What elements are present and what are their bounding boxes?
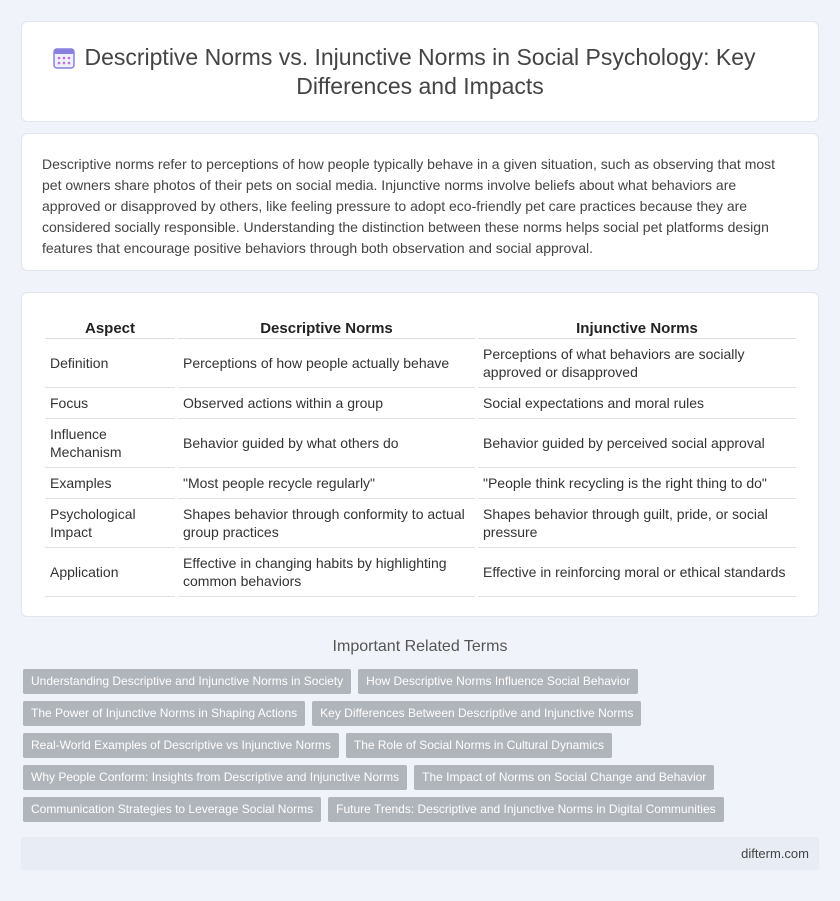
comparison-table — [42, 317, 799, 597]
intro-card — [21, 133, 819, 271]
table-row — [45, 419, 796, 468]
table-cell: Shapes behavior through guilt, pride, or social pressure — [478, 499, 796, 548]
related-term-link[interactable]: The Power of Injunctive Norms in Shaping Actions — [23, 701, 305, 726]
column-header-descriptive: Descriptive Norms — [178, 317, 475, 339]
footer-site-link[interactable]: difterm.com — [741, 846, 809, 861]
table-cell: Definition — [45, 339, 175, 388]
column-header-aspect: Aspect — [45, 317, 175, 339]
related-term-link[interactable]: Communication Strategies to Leverage Social Norms — [23, 797, 321, 822]
related-terms-list — [23, 669, 813, 829]
related-term-link[interactable]: The Impact of Norms on Social Change and Behavior — [414, 765, 714, 790]
table-row — [45, 339, 796, 388]
table-cell: Perceptions of how people actually behave — [178, 339, 475, 388]
related-term-link[interactable]: Future Trends: Descriptive and Injunctive Norms in Digital Communities — [328, 797, 723, 822]
related-term-link[interactable]: Key Differences Between Descriptive and Injunctive Norms — [312, 701, 641, 726]
table-cell: Application — [45, 548, 175, 597]
related-term-link[interactable]: The Role of Social Norms in Cultural Dynamics — [346, 733, 612, 758]
table-cell: Social expectations and moral rules — [478, 388, 796, 419]
table-cell: Behavior guided by perceived social approval — [478, 419, 796, 468]
table-cell: Perceptions of what behaviors are socially approved or disapproved — [478, 339, 796, 388]
table-row — [45, 388, 796, 419]
related-term-link[interactable]: How Descriptive Norms Influence Social Behavior — [358, 669, 638, 694]
related-terms-heading: Important Related Terms — [332, 638, 508, 655]
header-card — [21, 21, 819, 122]
table-cell: Shapes behavior through conformity to actual group practices — [178, 499, 475, 548]
table-header-row — [45, 317, 796, 339]
related-term-link[interactable]: Why People Conform: Insights from Descriptive and Injunctive Norms — [23, 765, 407, 790]
related-term-link[interactable]: Real-World Examples of Descriptive vs Injunctive Norms — [23, 733, 339, 758]
table-cell: Examples — [45, 468, 175, 499]
table-row — [45, 548, 796, 597]
table-cell: Behavior guided by what others do — [178, 419, 475, 468]
table-cell: Influence Mechanism — [45, 419, 175, 468]
table-cell: Effective in reinforcing moral or ethical standards — [478, 548, 796, 597]
related-term-link[interactable]: Understanding Descriptive and Injunctive Norms in Society — [23, 669, 351, 694]
table-cell: "Most people recycle regularly" — [178, 468, 475, 499]
column-header-injunctive: Injunctive Norms — [478, 317, 796, 339]
table-cell: Focus — [45, 388, 175, 419]
table-cell: Psychological Impact — [45, 499, 175, 548]
footer — [21, 837, 819, 870]
comparison-table-card — [21, 292, 819, 617]
page-title: Descriptive Norms vs. Injunctive Norms in Social Psychology: Key Differences and Impacts — [84, 44, 756, 99]
table-cell: Observed actions within a group — [178, 388, 475, 419]
table-cell: "People think recycling is the right thing to do" — [478, 468, 796, 499]
table-row — [45, 499, 796, 548]
table-row — [45, 468, 796, 499]
intro-paragraph: Descriptive norms refer to perceptions of how people typically behave in a given situation, such as observing that most pet owners share photos of their pets on social media. Injunctive norms involve beliefs about what behaviors are approved or disapproved by others, like feeling pressure to adopt eco-friendly pet care practices because they are considered socially responsible. Understanding the distinction between these norms helps social pet platforms design features that encourage positive behaviors through both observation and social approval. — [42, 156, 776, 256]
table-cell: Effective in changing habits by highlighting common behaviors — [178, 548, 475, 597]
